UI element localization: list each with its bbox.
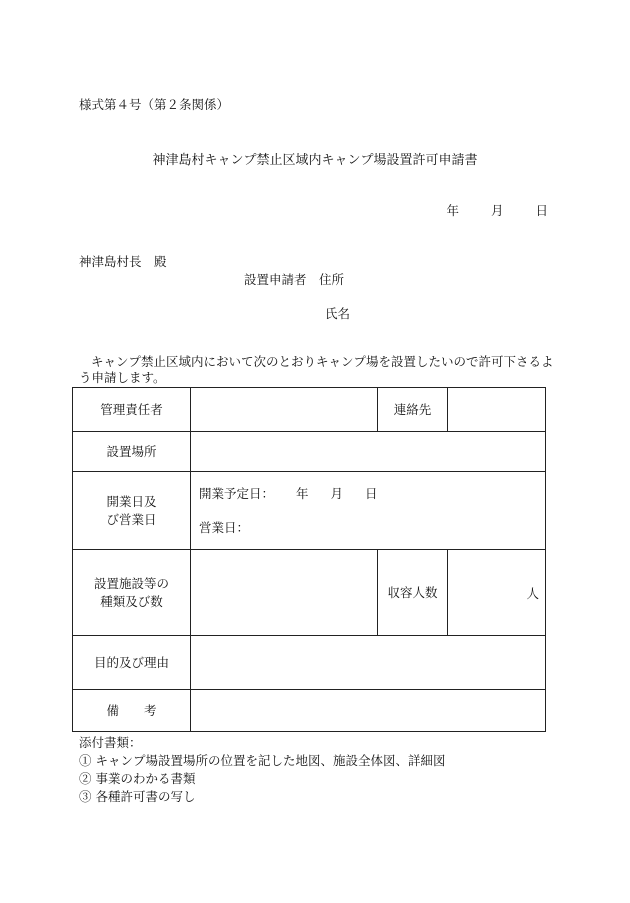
form-number: 様式第４号（第２条関係）	[79, 97, 230, 112]
opening-label-line2: び営業日	[106, 511, 157, 527]
attachment-item: ② 事業のわかる書類	[79, 771, 196, 786]
business-days-label: 営業日：	[199, 519, 250, 535]
opening-year: 年	[296, 485, 309, 501]
attachment-item: ① キャンプ場設置場所の位置を記した地図、施設全体図、詳細図	[79, 753, 446, 768]
facility-label-line2: 種類及び数	[100, 593, 163, 609]
application-date	[446, 201, 548, 219]
application-statement: キャンプ禁止区域内において次のとおりキャンプ場を設置したいので許可下さるよう申請します。	[79, 354, 554, 385]
addressee: 神津島村長 殿	[79, 254, 167, 269]
facility-label-line1: 設置施設等の	[93, 575, 169, 591]
row-purpose	[73, 636, 546, 690]
attachment-item: ③ 各種許可書の写し	[79, 789, 196, 804]
capacity-unit: 人	[526, 585, 540, 601]
remarks-label: 備 考	[73, 690, 191, 732]
purpose-label: 目的及び理由	[73, 636, 191, 690]
opening-planned-line	[197, 483, 539, 505]
row-location	[73, 432, 546, 472]
location-field[interactable]	[191, 432, 546, 472]
row-remarks	[73, 690, 546, 732]
date-month: 月	[490, 203, 504, 218]
date-year: 年	[446, 203, 459, 218]
facility-field[interactable]	[191, 550, 378, 636]
opening-day: 日	[365, 485, 378, 501]
capacity-label: 収容人数	[378, 550, 448, 636]
manager-field[interactable]	[191, 388, 378, 432]
opening-label	[73, 472, 191, 550]
document-title: 神津島村キャンプ禁止区域内キャンプ場設置許可申請書	[152, 153, 478, 168]
opening-planned-label: 開業予定日：	[199, 485, 275, 501]
opening-label-line1: 開業日及	[106, 493, 157, 509]
applicant-address-label: 設置申請者 住所	[244, 272, 345, 287]
applicant-name-label: 氏名	[325, 306, 351, 321]
row-opening	[73, 472, 546, 550]
capacity-field[interactable]	[448, 550, 546, 636]
contact-field[interactable]	[448, 388, 546, 432]
contact-label: 連絡先	[378, 388, 448, 432]
manager-label: 管理責任者	[73, 388, 191, 432]
date-day: 日	[535, 203, 548, 218]
application-form-table	[72, 387, 546, 732]
opening-month: 月	[330, 485, 344, 501]
row-facility	[73, 550, 546, 636]
opening-field[interactable]	[191, 472, 546, 550]
row-manager	[73, 388, 546, 432]
purpose-field[interactable]	[191, 636, 546, 690]
attachments-heading: 添付書類：	[79, 735, 142, 750]
remarks-field[interactable]	[191, 690, 546, 732]
facility-label	[73, 550, 191, 636]
location-label: 設置場所	[73, 432, 191, 472]
